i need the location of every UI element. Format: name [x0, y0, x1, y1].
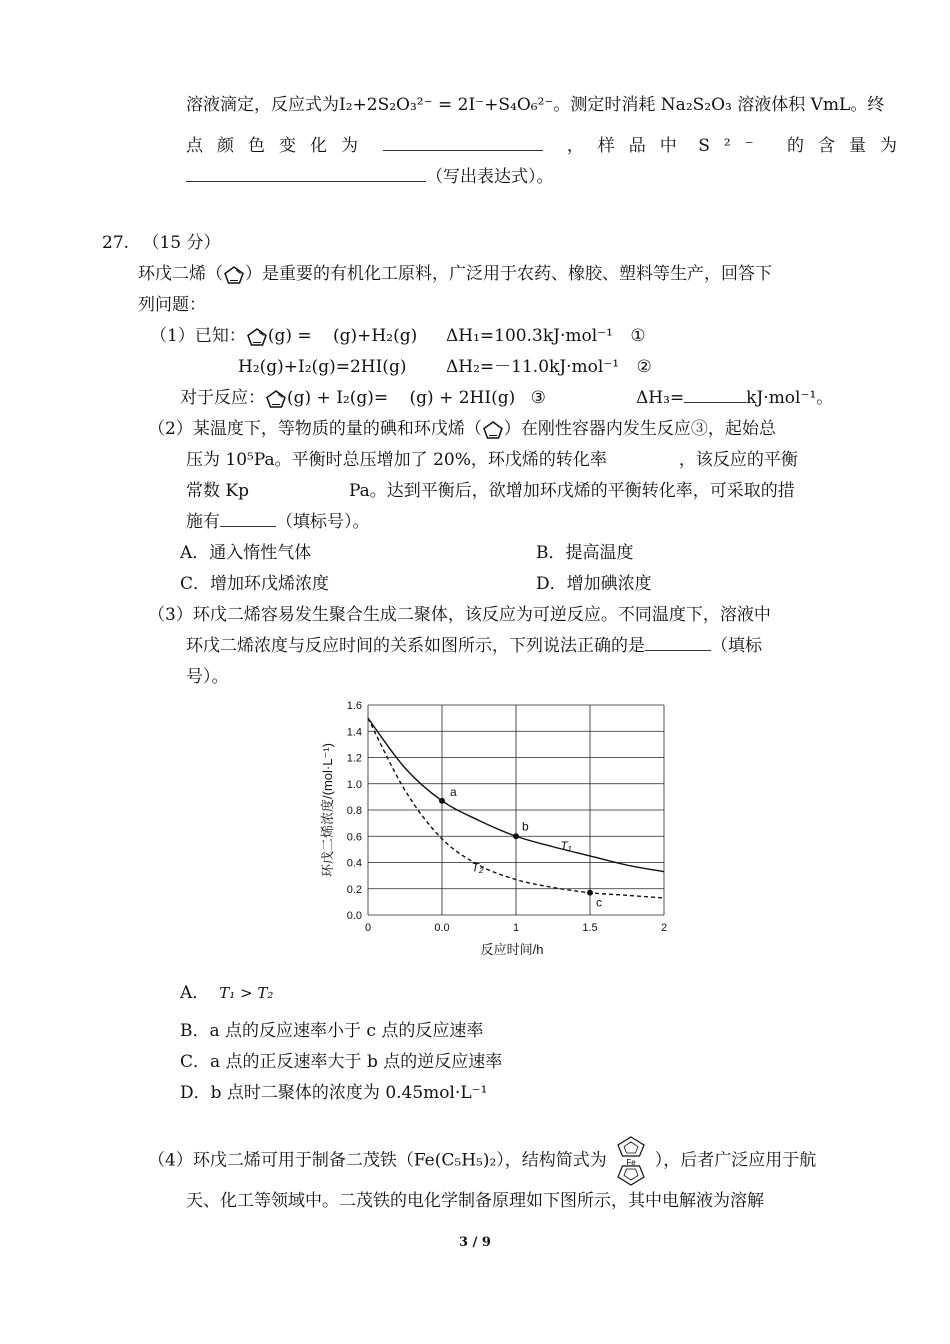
- x-tick-label: 1: [512, 922, 520, 934]
- text: 施有: [186, 512, 220, 532]
- point-a: [439, 798, 445, 804]
- enthalpy: ΔH₁=100.3kJ·mol⁻¹: [446, 326, 613, 346]
- option-text: B．a 点的反应速率小于 c 点的反应速率: [180, 1021, 484, 1041]
- text: （2）某温度下，等物质的量的碘和环戊烯（: [148, 419, 482, 439]
- p3-option-b: [180, 1020, 483, 1042]
- text: （填标: [711, 636, 762, 656]
- p2-line-4: [186, 511, 370, 533]
- p1-line-1: [150, 325, 417, 347]
- x-axis-label: 反应时间/h: [480, 942, 544, 957]
- x-tick-label: 0.0: [434, 922, 450, 934]
- y-tick-label: 0.4: [346, 857, 362, 870]
- x-tick-label: 0: [364, 922, 372, 934]
- y-tick-label: 1.6: [346, 700, 362, 712]
- answer-blank[interactable]: [684, 388, 746, 403]
- question-number: 27.: [102, 233, 130, 253]
- y-axis-label: 环戊二烯浓度/(mol·L⁻¹): [320, 743, 335, 877]
- point-label: b: [522, 819, 529, 834]
- option-text: D．b 点时二聚体的浓度为 0.45mol·L⁻¹: [180, 1083, 488, 1103]
- text: (g) =: [267, 326, 312, 346]
- text: ，该反应的平衡: [678, 450, 798, 470]
- p2-option-a: [180, 542, 311, 564]
- text: ）在刚性容器内发生反应③，起始总: [503, 419, 776, 439]
- text: H₂(g)+I₂(g)=2HI(g): [238, 357, 407, 377]
- p3-line-1: [148, 604, 771, 626]
- text: ΔH₃=: [636, 388, 685, 408]
- text: (g) + I₂(g)=: [287, 388, 389, 408]
- answer-blank[interactable]: [645, 636, 711, 651]
- text: (g) + 2HI(g): [409, 388, 516, 408]
- point-label: c: [596, 895, 602, 910]
- point-b: [513, 833, 519, 839]
- text: 环戊二烯浓度与反应时间的关系如图所示，下列说法正确的是: [186, 636, 645, 656]
- text: （3）环戊二烯容易发生聚合生成二聚体，该反应为可逆反应。不同温度下，溶液中: [148, 605, 771, 625]
- p3-line-2: [186, 635, 762, 657]
- concentration-time-chart: [310, 695, 680, 970]
- point-c: [587, 890, 593, 896]
- text: 列问题：: [138, 295, 206, 315]
- fe-label: Fe: [626, 1158, 636, 1167]
- answer-blank[interactable]: [186, 167, 426, 182]
- option-text: A．通入惰性气体: [180, 543, 312, 563]
- text: 。测定时消耗 Na₂S₂O₃ 溶液体积 VmL。终: [553, 95, 885, 115]
- y-tick-label: 0.8: [346, 805, 362, 817]
- text: （填标号）。: [276, 512, 370, 532]
- p3-option-d: [180, 1082, 487, 1104]
- text: 常数 Kp: [186, 481, 249, 501]
- cyclopentadiene-structure-icon: [223, 265, 245, 285]
- point-label: a: [450, 784, 457, 799]
- text: （4）环戊二烯可用于制备二茂铁（Fe(C₅H₅)₂），结构简式为: [148, 1150, 607, 1171]
- ferrocene-structure-icon: [611, 1135, 651, 1187]
- x-tick-label: 1.5: [582, 922, 598, 934]
- question-score: （15 分）: [142, 233, 221, 253]
- text: 天、化工等领域中。二茂铁的电化学制备原理如下图所示，其中电解液为溶解: [186, 1191, 764, 1211]
- x-tick-label: 2: [660, 922, 668, 934]
- top-line-3: [186, 166, 554, 188]
- cyclopentene-structure-icon: [482, 420, 504, 440]
- p2-option-d: [536, 573, 652, 595]
- y-tick-label: 1.2: [346, 752, 362, 765]
- option-text: D．增加碘浓度: [536, 574, 652, 594]
- p2-line-2: [186, 449, 798, 471]
- p2-line-1: [148, 418, 776, 440]
- p1-eq2-dh: [446, 356, 652, 378]
- text: ，样品中: [566, 136, 691, 156]
- text: Pa。达到平衡后，欲增加环戊烯的平衡转化率，可采取的措: [349, 481, 795, 501]
- series-label: T₁: [560, 839, 572, 853]
- answer-blank[interactable]: [383, 136, 543, 151]
- p2-option-b: [536, 542, 634, 564]
- option-text: T₁ > T₂: [219, 984, 274, 1002]
- q27-intro-2: [138, 294, 206, 316]
- p2-line-3: [186, 480, 795, 502]
- y-tick-label: 1.4: [346, 726, 362, 739]
- question-27-header: [102, 232, 221, 254]
- p3-option-c: [180, 1051, 502, 1073]
- text: （写出表达式）。: [426, 167, 554, 187]
- top-line-2: [186, 135, 911, 157]
- text: 对于反应：: [180, 388, 265, 408]
- equation: I₂+2S₂O₃²⁻ = 2I⁻+S₄O₆²⁻: [339, 95, 554, 115]
- top-line-1: [186, 94, 884, 116]
- equation-number: ③: [530, 388, 546, 408]
- equation-number: ②: [636, 357, 652, 377]
- option-text: B．提高温度: [536, 543, 634, 563]
- y-tick-label: 0.2: [346, 883, 362, 896]
- cyclopentadiene-structure-icon: [265, 389, 287, 409]
- text: ），后者广泛应用于航: [654, 1150, 817, 1171]
- y-tick-label: 1.0: [346, 778, 362, 791]
- chart-grid: [368, 705, 664, 915]
- p4-line-2: [186, 1190, 764, 1212]
- text: 溶液滴定，反应式为: [186, 95, 339, 115]
- equation-number: ①: [630, 326, 646, 346]
- answer-blank[interactable]: [220, 512, 276, 527]
- p1-line-3: [180, 387, 546, 409]
- p2-option-c: [180, 573, 329, 595]
- text: (g)+H₂(g): [333, 326, 418, 346]
- text: 点颜色变化为: [186, 136, 372, 156]
- cyclopentadiene-structure-icon: [246, 327, 268, 347]
- option-text: C．a 点的正反速率大于 b 点的逆反应速率: [180, 1052, 503, 1072]
- y-tick-label: 0.6: [346, 831, 362, 844]
- text: 号）。: [186, 667, 229, 687]
- y-tick-label: 0.0: [346, 910, 362, 922]
- p3-line-3: [186, 666, 229, 688]
- p1-line-2: [238, 356, 406, 378]
- text: ）是重要的有机化工原料，广泛用于农药、橡胶、塑料等生产，回答下: [245, 264, 772, 284]
- p4-line-1: [148, 1135, 816, 1187]
- p1-eq1-dh: [446, 325, 646, 347]
- text: S²⁻ 的含量为: [698, 136, 912, 156]
- p3-option-a: [180, 982, 273, 1004]
- enthalpy: ΔH₂=－11.0kJ·mol⁻¹: [446, 357, 620, 377]
- text: kJ·mol⁻¹。: [746, 388, 834, 408]
- part-label: （1）已知：: [150, 326, 246, 346]
- series-label: T₂: [471, 860, 484, 875]
- option-label: A．: [180, 983, 210, 1003]
- q27-intro-1: [138, 263, 772, 285]
- chart-ticks: [347, 700, 667, 934]
- text: 压为 10⁵Pa。平衡时总压增加了 20%，环戊烯的转化率: [186, 450, 607, 470]
- p1-eq3-dh: [636, 387, 833, 409]
- text: 环戊二烯（: [138, 264, 223, 284]
- page-number: 3 / 9: [459, 1235, 491, 1250]
- option-text: C．增加环戊烯浓度: [180, 574, 330, 594]
